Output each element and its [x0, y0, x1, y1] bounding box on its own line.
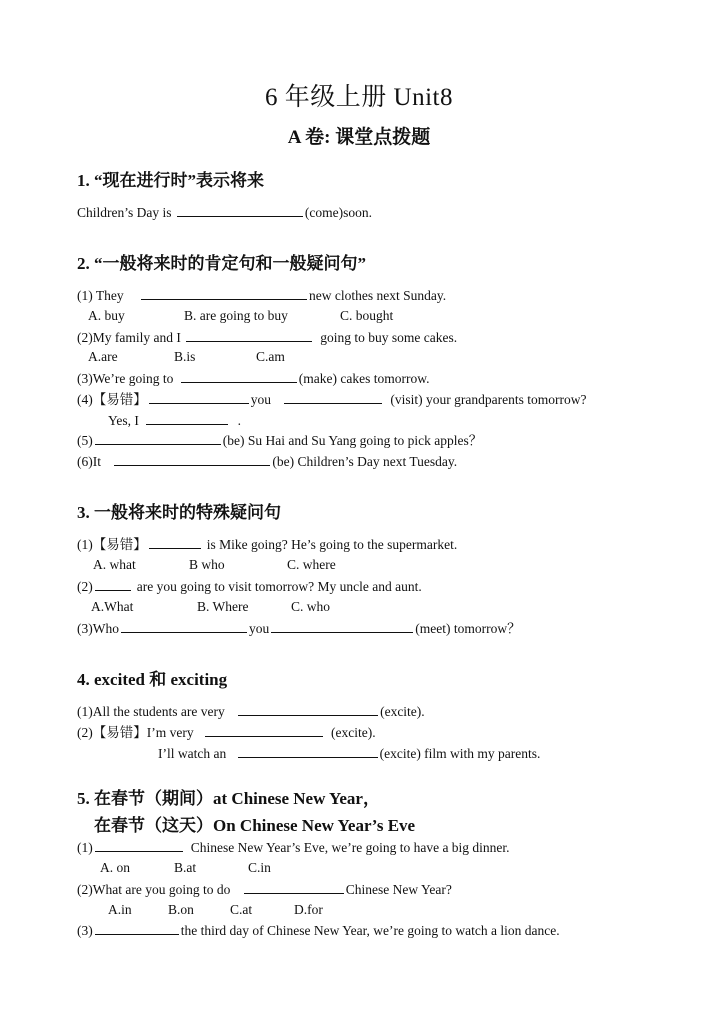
s2-q5-text-b: (be) Su Hai and Su Yang going to pick apples？ [222, 433, 483, 448]
s4-question-1 [77, 702, 425, 721]
answer-blank[interactable] [149, 390, 249, 404]
s2-q6-text-a: (6)It [77, 454, 101, 469]
answer-blank[interactable] [146, 411, 228, 425]
option-c[interactable]: C. where [287, 557, 336, 572]
answer-blank[interactable] [121, 619, 247, 633]
section-2-heading: 2. “一般将来时的肯定句和一般疑问句” [77, 254, 366, 273]
option-a[interactable]: A.are [88, 349, 118, 364]
section-5-heading-2: 在春节（这天）On Chinese New Year’s Eve [94, 816, 416, 835]
s3-q3-text-c: (meet) tomorrow？ [415, 621, 521, 636]
s2-q5-text-a: (5) [77, 433, 93, 448]
s1-q1-text-a: Children’s Day is [77, 205, 172, 220]
option-b[interactable]: B.is [174, 349, 196, 364]
s4-q2-text-a: (2)【易错】I’m very [77, 725, 194, 740]
s2-q3-text-a: (3)We’re going to [77, 371, 174, 386]
answer-blank[interactable] [244, 880, 344, 894]
s5-q1-options [100, 859, 271, 877]
option-c[interactable]: C.in [248, 860, 271, 875]
option-c[interactable]: C. who [291, 599, 331, 614]
s4-question-2 [77, 723, 376, 742]
answer-blank[interactable] [186, 328, 312, 342]
s3-question-3 [77, 619, 521, 638]
s5-q1-text-b: Chinese New Year’s Eve, we’re going to have a big dinner. [190, 840, 510, 855]
s3-q1-text-a: (1)【易错】 [77, 537, 147, 552]
s5-q3-text-a: (3) [77, 923, 93, 938]
answer-blank[interactable] [95, 577, 131, 591]
s2-q4-answer-end: . [237, 413, 242, 428]
answer-blank[interactable] [114, 452, 270, 466]
s2-q6-text-b: (be) Children’s Day next Tuesday. [272, 454, 458, 469]
option-b[interactable]: B. Where [197, 599, 249, 614]
answer-blank[interactable] [238, 744, 378, 758]
s2-q1-text-b: new clothes next Sunday. [309, 288, 447, 303]
s2-question-4 [77, 390, 586, 409]
option-c[interactable]: C.at [230, 902, 253, 917]
answer-blank[interactable] [141, 286, 307, 300]
s2-question-1 [77, 286, 446, 305]
answer-blank[interactable] [181, 369, 297, 383]
option-c[interactable]: C. bought [340, 308, 394, 323]
option-b[interactable]: B who [189, 557, 225, 572]
s3-question-1 [77, 535, 457, 554]
s5-q2-options [108, 901, 323, 919]
s1-q1-text-b: (come)soon. [304, 205, 372, 220]
answer-blank[interactable] [205, 723, 323, 737]
option-b[interactable]: B. are going to buy [184, 308, 288, 323]
s3-q2-options [91, 598, 330, 616]
s4-q1-text-a: (1)All the students are very [77, 704, 225, 719]
s2-q4-answer-text: Yes, I [108, 413, 139, 428]
s2-q4-text-c: (visit) your grandparents tomorrow? [390, 392, 587, 407]
s3-q1-text-b: is Mike going? He’s going to the supermarket. [206, 537, 458, 552]
s3-q3-text-a: (3)Who [77, 621, 119, 636]
option-a[interactable]: A. buy [88, 308, 125, 323]
option-d[interactable]: D.for [294, 902, 323, 917]
answer-blank[interactable] [284, 390, 382, 404]
s2-q3-text-b: (make) cakes tomorrow. [298, 371, 430, 386]
answer-blank[interactable] [238, 702, 378, 716]
answer-blank[interactable] [95, 921, 179, 935]
s2-q2-options [88, 348, 285, 366]
s2-q2-text-a: (2)My family and I [77, 330, 181, 345]
s5-question-3 [77, 921, 560, 940]
s2-q2-text-b: going to buy some cakes. [320, 330, 458, 345]
s3-q3-text-b: you [248, 621, 270, 636]
option-a[interactable]: A.in [108, 902, 132, 917]
s3-q1-options [93, 556, 336, 574]
s4-q2-text-d: (excite) film with my parents. [379, 746, 541, 761]
option-c[interactable]: C.am [256, 349, 285, 364]
s4-q2-line-2 [158, 744, 540, 763]
s2-q4-text-b: you [250, 392, 271, 407]
s5-q1-text-a: (1) [77, 840, 93, 855]
section-4-heading: 4. excited 和 exciting [77, 670, 228, 689]
page-title: 6 年级上册 Unit8 [265, 84, 453, 111]
section-5-heading-1: 5. 在春节（期间）at Chinese New Year， [77, 789, 380, 808]
answer-blank[interactable] [271, 619, 413, 633]
option-b[interactable]: B.on [168, 902, 194, 917]
s4-q1-text-b: (excite). [380, 704, 425, 719]
s5-q2-text-b: Chinese New Year? [345, 882, 452, 897]
page-subtitle: A 卷: 课堂点拨题 [287, 127, 431, 148]
s2-question-6 [77, 452, 457, 471]
s2-q4-answer-line [108, 411, 241, 430]
s2-question-2 [77, 328, 457, 347]
s2-question-5 [77, 431, 482, 450]
section-3-heading: 3. 一般将来时的特殊疑问句 [77, 503, 281, 522]
answer-blank[interactable] [95, 838, 183, 852]
option-b[interactable]: B.at [174, 860, 197, 875]
s5-question-1 [77, 838, 510, 857]
s5-q3-text-b: the third day of Chinese New Year, we’re going to watch a lion dance. [180, 923, 560, 938]
option-a[interactable]: A.What [91, 599, 134, 614]
s2-q4-text-a: (4)【易错】 [77, 392, 147, 407]
s2-q1-options [88, 307, 393, 325]
s4-q2-text-b: (excite). [330, 725, 376, 740]
s2-question-3 [77, 369, 429, 388]
s3-q2-text-b: are you going to visit tomorrow? My uncle and aunt. [136, 579, 422, 594]
s5-q2-text-a: (2)What are you going to do [77, 882, 231, 897]
answer-blank[interactable] [177, 203, 303, 217]
s3-question-2 [77, 577, 422, 596]
answer-blank[interactable] [95, 431, 221, 445]
option-a[interactable]: A. what [93, 557, 136, 572]
s2-q1-text-a: (1) They [77, 288, 124, 303]
answer-blank[interactable] [149, 535, 201, 549]
s5-question-2 [77, 880, 452, 899]
s3-q2-text-a: (2) [77, 579, 93, 594]
s1-question-1 [77, 203, 372, 222]
section-1-heading: 1. “现在进行时”表示将来 [77, 171, 264, 190]
s4-q2-text-c: I’ll watch an [158, 746, 227, 761]
option-a[interactable]: A. on [100, 860, 130, 875]
